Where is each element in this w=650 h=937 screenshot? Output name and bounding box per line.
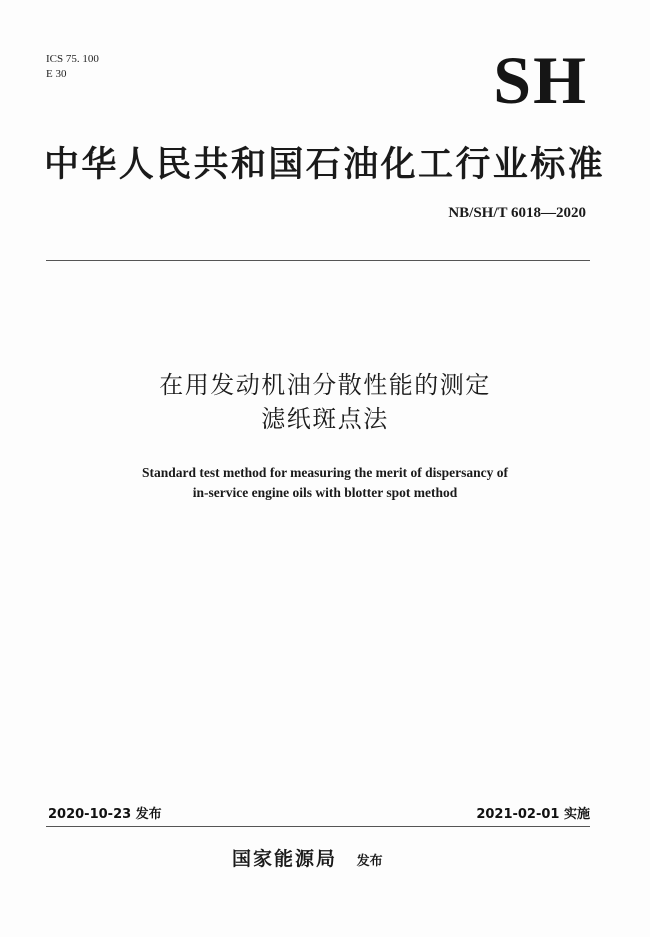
classification-codes	[46, 52, 99, 82]
issue-date: 2020-10-23 发布	[48, 807, 162, 822]
title-cn-line1: 在用发动机油分散性能的测定	[159, 371, 491, 399]
title-cn-line2: 滤纸斑点法	[261, 405, 389, 433]
title-en-line1: Standard test method for measuring the merit of dispersancy of	[141, 465, 509, 480]
sh-logo: SH	[493, 42, 588, 118]
publisher-name: 国家能源局	[232, 848, 338, 870]
publisher-block	[232, 846, 383, 875]
implementation-date: 2021-02-01 实施	[476, 807, 590, 822]
standard-number: NB/SH/T 6018—2020	[448, 205, 586, 221]
top-divider	[46, 260, 590, 261]
industry-standard-title: 中华人民共和国石油化工行业标准	[44, 145, 606, 185]
document-title-chinese	[0, 368, 650, 436]
publisher-verb: 发布	[356, 854, 383, 869]
bottom-divider	[46, 826, 590, 827]
ccs-code: E 30	[46, 68, 67, 80]
title-en-line2: in-service engine oils with blotter spot method	[192, 485, 458, 500]
ics-code: ICS 75. 100	[46, 53, 99, 65]
document-title-english	[0, 463, 650, 503]
